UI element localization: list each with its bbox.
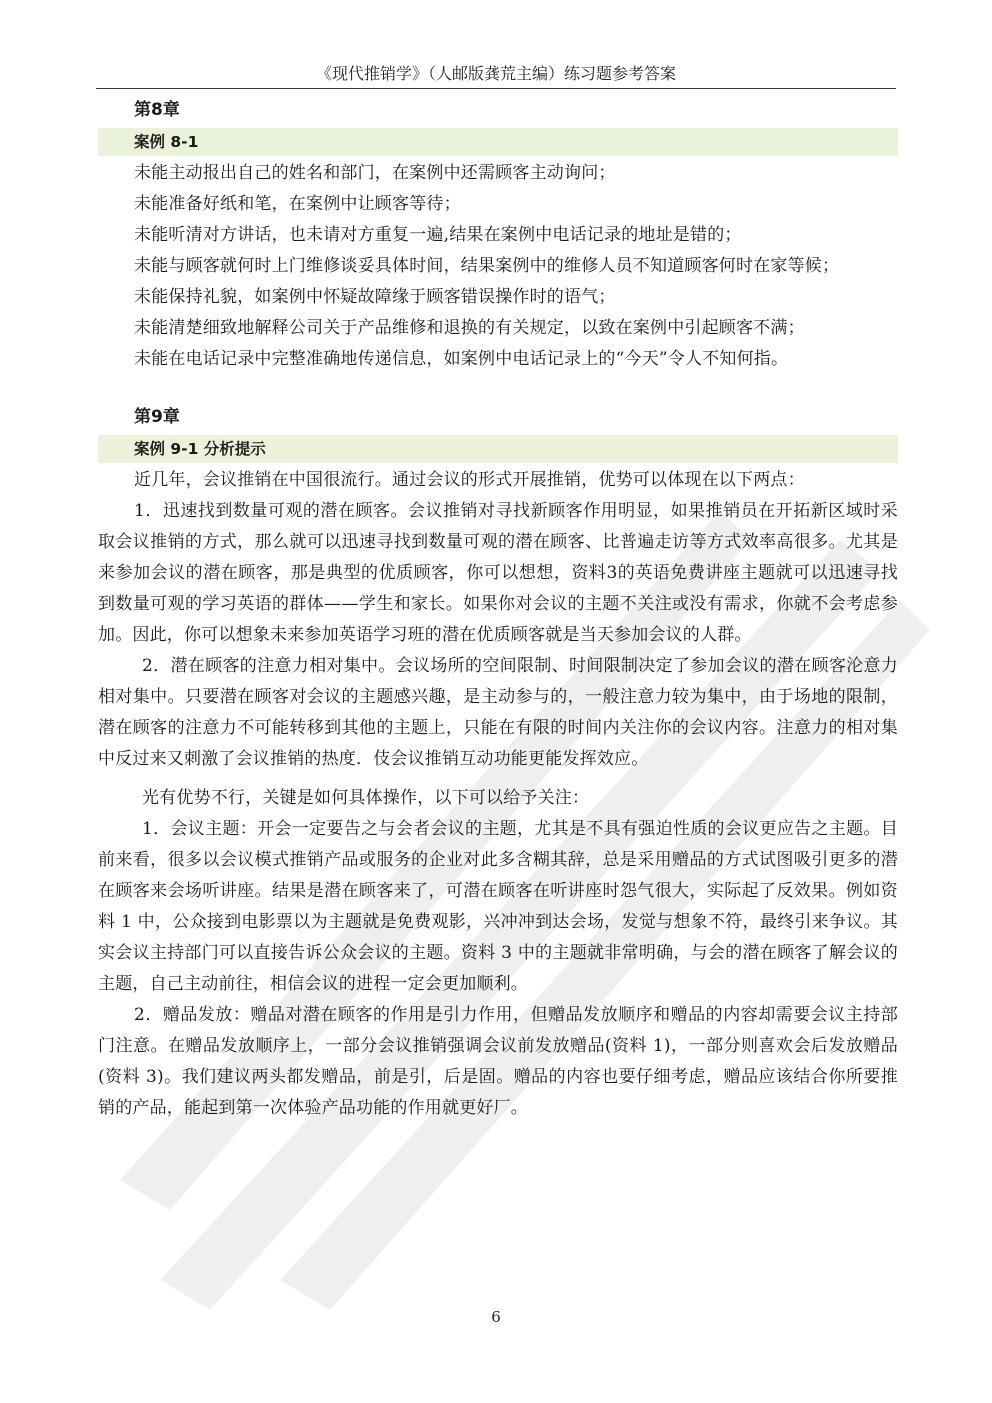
section-gap bbox=[98, 375, 898, 401]
answer-line: 未能主动报出自己的姓名和部门，在案例中还需顾客主动询问； bbox=[134, 163, 616, 183]
answer-line: 未能准备好纸和笔，在案例中让顾客等待； bbox=[134, 194, 461, 214]
page-number: 6 bbox=[491, 1308, 501, 1326]
chapter-9-title: 第9章 bbox=[134, 407, 180, 427]
analysis-paragraph: 近几年，会议推销在中国很流行。通过会议的形式开展推销，优势可以体现在以下两点： bbox=[134, 470, 805, 490]
document-body bbox=[98, 94, 898, 1124]
chapter-8-title: 第8章 bbox=[134, 100, 180, 120]
case-8-1-answers bbox=[98, 158, 898, 375]
header-rule bbox=[96, 88, 896, 89]
analysis-paragraph: 光有优势不行，关键是如何具体操作，以下可以给予关注： bbox=[142, 788, 590, 808]
case-8-1-title: 案例 8-1 bbox=[98, 128, 898, 156]
answer-line: 未能保持礼貌，如案例中怀疑故障缘于顾客错误操作时的语气； bbox=[134, 287, 616, 307]
analysis-paragraph: 1．迅速找到数量可观的潜在顾客。会议推销对寻找新顾客作用明显，如果推销员在开拓新区域时采取会议推销的方式，那么就可以迅速寻找到数量可观的潜在顾客、比普遍走访等方式效率高很多。尤其是来参加会议的潜在顾客，那是典型的优质顾客，你可以想想，资料3的英语免费讲座主题就可以迅速寻找到数量可观的学习英语的群体——学生和家长。如果你对会议的主题不关注或没有需求，你就不会考虑参加。因此，你可以想象未来参加英语学习班的潜在优质顾客就是当天参加会议的人群。 bbox=[98, 501, 898, 645]
case-9-1-title: 案例 9-1 分析提示 bbox=[98, 435, 898, 463]
analysis-paragraph: 2．赠品发放：赠品对潜在顾客的作用是引力作用，但赠品发放顺序和赠品的内容却需要会议主持部门注意。在赠品发放顺序上，一部分会议推销强调会议前发放赠品(资料 1)，一部分则喜欢会后发放赠品(资料 3)。我们建议两头都发赠品，前是引，后是固。赠品的内容也要仔细考虑，赠品应该结合你所要推销的产品，能起到第一次体验产品功能的作用就更好厂。 bbox=[98, 1005, 898, 1118]
paragraph-gap bbox=[98, 775, 898, 783]
analysis-paragraph: 2．潜在顾客的注意力相对集中。会议场所的空间限制、时间限制决定了参加会议的潜在顾客沦意力相对集中。只要潜在顾客对会议的主题感兴趣，是主动参与的，一般注意力较为集中，由于场地的限制，潜在顾客的注意力不可能转移到其他的主题上，只能在有限的时间内关注你的会议内容。注意力的相对集中反过来又刺激了会议推销的热度．伎会议推销互动功能更能发挥效应。 bbox=[98, 656, 898, 769]
answer-line: 未能与顾客就何时上门维修谈妥具体时间，结果案例中的维修人员不知道顾客何时在家等候； bbox=[134, 256, 840, 276]
page-header: 《现代推销学》（人邮版龚荒主编）练习题参考答案 bbox=[315, 64, 676, 83]
answer-line: 未能听清对方讲话，也未请对方重复一遍,结果在案例中电话记录的地址是错的； bbox=[134, 225, 742, 245]
answer-line: 未能清楚细致地解释公司关于产品维修和退换的有关规定，以致在案例中引起顾客不满； bbox=[134, 318, 805, 338]
analysis-paragraph: 1．会议主题：开会一定要告之与会者会议的主题，尤其是不具有强迫性质的会议更应告之主题。目前来看，很多以会议模式推销产品或服务的企业对此多含糊其辞，总是采用赠品的方式试图吸引更多的潜在顾客来会场听讲座。结果是潜在顾客来了，可潜在顾客在听讲座时怨气很大，实际起了反效果。例如资料 1 中，公众接到电影票以为主题就是免费观影，兴冲冲到达会场，发觉与想象不符，最终引来争议。其实会议主持部门可以直接告诉公众会议的主题。资料 3 中的主题就非常明确，与会的潜在顾客了解会议的主题，自己主动前往，相信会议的进程一定会更加顺利。 bbox=[98, 819, 898, 994]
answer-line: 未能在电话记录中完整准确地传递信息，如案例中电话记录上的“今天”令人不知何指。 bbox=[134, 349, 789, 369]
case-9-1-analysis bbox=[98, 465, 898, 1124]
